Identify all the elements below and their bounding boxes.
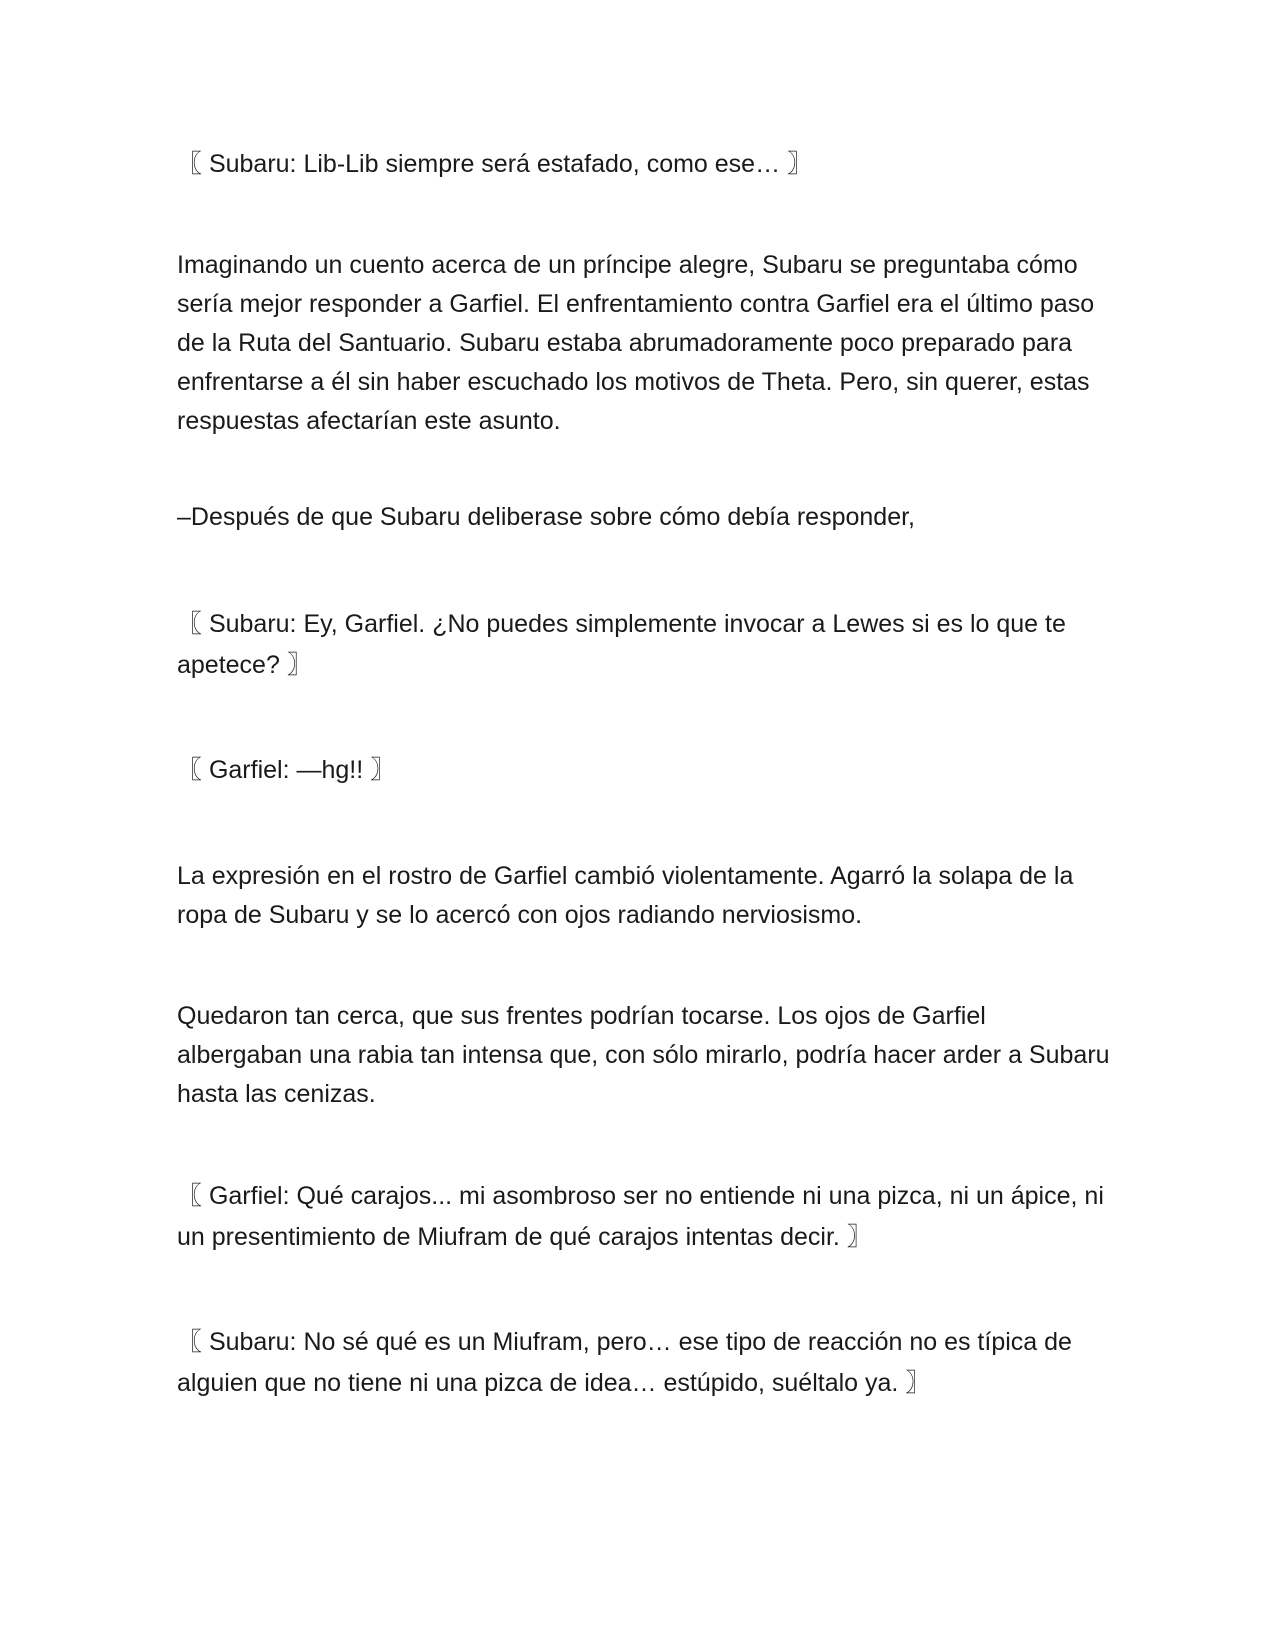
dialogue-subaru-miufram: 〖 Subaru: No sé qué es un Miufram, pero… ese tipo de reacción no es típica de alguien que no tiene ni una pizca de idea… estúpido, suéltalo ya. 〗 <box>177 1328 1072 1397</box>
dialogue-subaru-lib-lib: 〖 Subaru: Lib-Lib siempre será estafado, como ese… 〗 <box>177 150 813 178</box>
narration-expresion: La expresión en el rostro de Garfiel cambió violentamente. Agarró la solapa de la ropa de Subaru y se lo acercó con ojos radiando nerviosismo. <box>177 862 1074 929</box>
dialogue-garfiel-hg: 〖 Garfiel: —hg!! 〗 <box>177 756 396 784</box>
narration-despues: –Después de que Subaru deliberase sobre cómo debía responder, <box>177 503 916 531</box>
dialogue-subaru-lewes: 〖 Subaru: Ey, Garfiel. ¿No puedes simplemente invocar a Lewes si es lo que te apetece? 〗 <box>177 610 1066 679</box>
dialogue-garfiel-carajos: 〖 Garfiel: Qué carajos... mi asombroso ser no entiende ni una pizca, ni un ápice, ni un presentimiento de Miufram de qué carajos intentas decir. 〗 <box>177 1182 1104 1251</box>
narration-quedaron: Quedaron tan cerca, que sus frentes podrían tocarse. Los ojos de Garfiel albergaban una rabia tan intensa que, con sólo mirarlo, podría hacer arder a Subaru hasta las cenizas. <box>177 1002 1110 1108</box>
narration-imaginando: Imaginando un cuento acerca de un príncipe alegre, Subaru se preguntaba cómo sería mejor responder a Garfiel. El enfrentamiento contra Garfiel era el último paso de la Ruta del Santuario. Subaru estaba abrumadoramente poco preparado para enfrentarse a él sin haber escuchado los motivos de Theta. Pero, sin querer, estas respuestas afectarían este asunto. <box>177 251 1095 435</box>
